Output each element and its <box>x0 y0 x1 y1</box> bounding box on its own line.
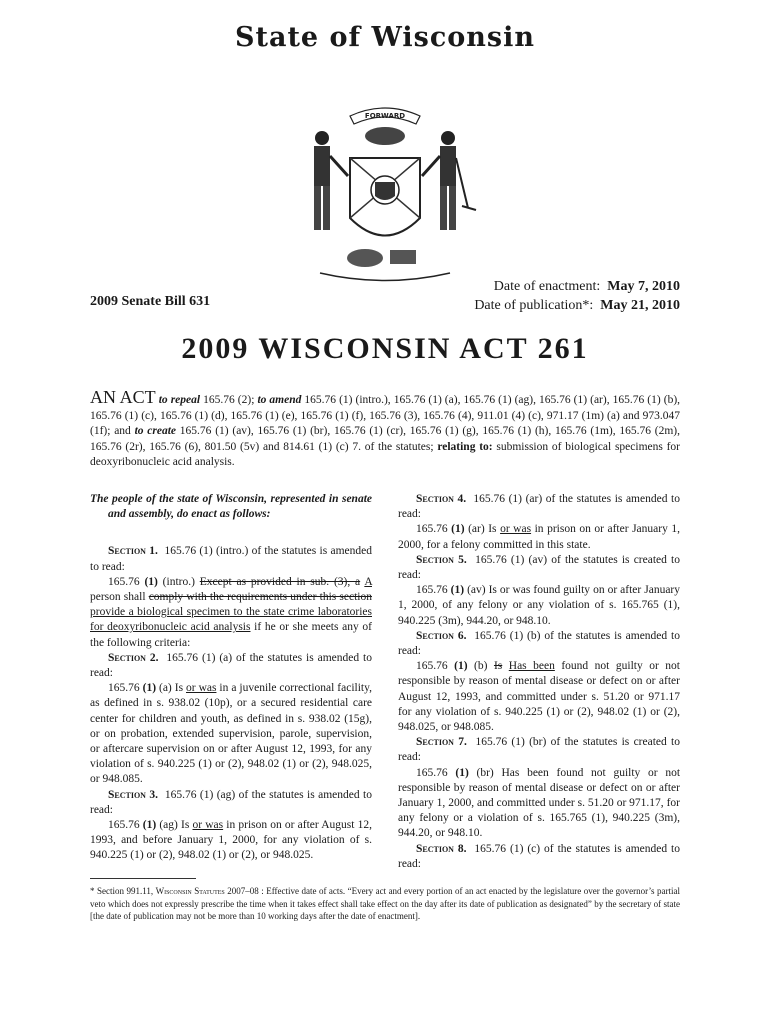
right-column <box>398 492 680 872</box>
section-text: 165.76 (1) (ag) Is or was in prison on or after August 12, 1993, and before January 1, 2000, for any violation of s. 940.225 (1) or (2), 948.02 (1) or (2), or 948.025. <box>90 819 372 862</box>
section-text: 165.76 (1) (a) Is or was in a juvenile correctional facility, as defined in s. 938.02 (10p), or a secured residential care center for children and youth, as defined in s. 938.02 (15g), or on probation, extended supervision, parole, supervision, or aftercare supervision on or after August 12, 1993, for any violation of s. 940.225 (1) or (2), 948.02 (1) or (2), 948.025, or 948.085. <box>90 682 373 786</box>
relating-text: submission of biological specimens for deoxyribonucleic acid analysis. <box>90 440 681 468</box>
section-heading: Section 4. 165.76 (1) (ar) of the statutes is amended to read: <box>398 493 680 521</box>
left-column <box>90 492 372 864</box>
repeal-text: 165.76 (2); <box>200 394 255 406</box>
section-text: 165.76 (1) (b) Is Has been found not guilty or not responsible by reason of mental disease or defect on or after August 12, 1993, and committed under s. 51.20 or 971.17 for any violation of s. 940.225 (1) or (2), 948.02 (1) or (2), 948.025, or 948.085. <box>398 660 680 734</box>
lead-ingots <box>390 250 416 264</box>
enacting-clause: The people of the state of Wisconsin, represented in senate and assembly, do enact as follows: <box>90 493 372 521</box>
section-text: 165.76 (1) (av) Is or was found guilty on or after January 1, 2000, of any felony or any violation of s. 165.765 (1), 940.225 (3m), 944.20, or 948.10. <box>398 584 681 627</box>
act-intro <box>90 387 681 471</box>
section-heading: Section 8. 165.76 (1) (c) of the statutes is amended to read: <box>398 842 681 870</box>
section-heading: Section 2. 165.76 (1) (a) of the statutes is amended to read: <box>90 651 373 680</box>
section-heading: Section 5. 165.76 (1) (av) of the statutes is created to read: <box>398 553 681 582</box>
amend-text: 165.76 (1) (intro.), 165.76 (1) (a), 165.76 (1) (ag), 165.76 (1) (ar), 165.76 (1) (b), 165.76 (1) (c), 165.76 (1) (d), 165.76 (1) (e), 165.76 (1) (f), 165.76 (3), 165.76 (4), 911.01 (4) (c), 971.17 (1m) (a) and 973.047 (1f); and <box>90 394 681 437</box>
section-heading: Section 3. 165.76 (1) (ag) of the statutes is amended to read: <box>90 788 373 816</box>
publication-date: Date of publication*: May 21, 2010 <box>474 298 680 313</box>
to-amend-label: to amend <box>257 394 302 406</box>
sailor-figure <box>315 131 329 145</box>
create-text: 165.76 (1) (av), 165.76 (1) (br), 165.76 (1) (cr), 165.76 (1) (g), 165.76 (1) (h), 165.76 (1m), 165.76 (2m), 165.76 (2r), 165.76 (6), 801.50 (5v) and 814.61 (1) (c) 7. of the statutes; <box>90 425 680 453</box>
section-heading: Section 7. 165.76 (1) (br) of the statutes is created to read: <box>398 736 680 764</box>
bill-number: 2009 Senate Bill 631 <box>90 294 211 309</box>
seal-base <box>320 273 450 281</box>
section-text: 165.76 (1) (intro.) Except as provided in sub. (3), a A person shall comply with the requirements under this section provide a biological specimen to the state crime laboratories for deoxyribonucleic acid analysis if he or she meets any of the following criteria: <box>90 575 373 649</box>
cornucopia <box>347 249 383 267</box>
to-create-label: to create <box>134 425 177 437</box>
footnote-rule <box>90 878 196 879</box>
act-title: 2009 WISCONSIN ACT 261 <box>181 332 589 365</box>
badger-crest <box>365 127 405 145</box>
section-heading: Section 1. 165.76 (1) (intro.) of the statutes is amended to read: <box>90 545 372 573</box>
section-heading: Section 6. 165.76 (1) (b) of the statutes is amended to read: <box>398 629 680 658</box>
footnote: * Section 991.11, Wisconsin Statutes 2007–08 : Effective date of acts. “Every act and every portion of an act enacted by the legislature over the governor’s partial veto which does not expressly prescribe the time when it takes effect shall take effect on the day after its date of publication as designated” by the secretary of state [the date of publication may not be more than 10 working days after the date of enactment]. <box>90 886 680 921</box>
miner-figure <box>441 131 455 145</box>
section-text: 165.76 (1) (ar) Is or was in prison on or after January 1, 2000, for a felony committed in this state. <box>398 523 680 551</box>
state-seal <box>290 98 480 298</box>
seal-motto: FORWARD <box>364 112 406 120</box>
relating-to-label: relating to: <box>437 440 493 453</box>
dates-block <box>474 277 680 315</box>
masthead: State of Wisconsin <box>234 22 535 53</box>
section-text: 165.76 (1) (br) Has been found not guilty or not responsible by reason of mental disease or defect on or after January 1, 2000, and committed under s. 51.20 or 971.17, for any felony or a violation of s. 165.765 (1), 940.225 (3m), 944.20, or 948.10. <box>398 766 681 840</box>
an-act-label: AN ACT <box>90 387 156 407</box>
enactment-date: Date of enactment: May 7, 2010 <box>493 279 680 294</box>
to-repeal-label: to repeal <box>158 394 201 406</box>
